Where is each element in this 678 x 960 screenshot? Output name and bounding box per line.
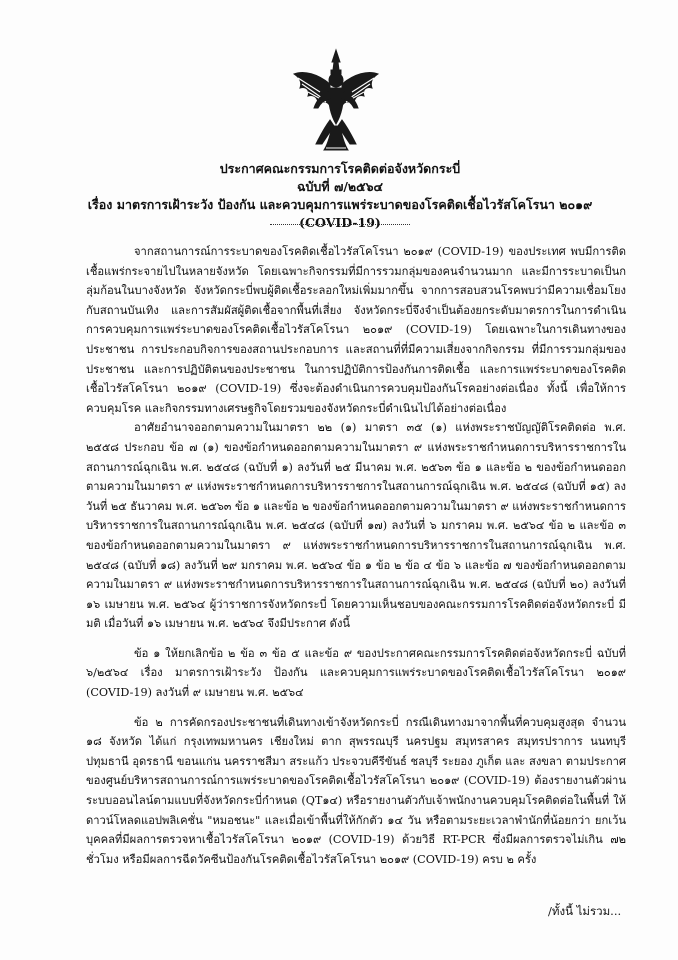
separator-dots	[270, 218, 410, 225]
paragraph-clause-2: ข้อ ๒ การคัดกรองประชาชนที่เดินทางเข้าจังหวัดกระบี่ กรณีเดินทางมาจากพื้นที่ควบคุมสูงสุด จำนวน ๑๘ จังหวัด ได้แก่ กรุงเทพมหานคร เชียงใหม่ ตาก สุพรรณบุรี นครปฐม สมุทรสาคร สมุทรปราการ นนทบุรี ปทุมธานี อุดรธานี ขอนแก่น นครราชสีมา สระแก้ว ประจวบคีรีขันธ์ ชลบุรี ระยอง ภูเก็ต และ สงขลา ตามประกาศของศูนย์บริหารสถานการณ์การแพร่ระบาดของโรคติดเชื้อไวรัสโคโรนา ๒๐๑๙ (COVID-19) ต้องรายงานตัวผ่านระบบออนไลน์ตามแบบที่จังหวัดกระบี่กำหนด (QT๑๔) หรือรายงานตัวกับเจ้าพนักงานควบคุมโรคติดต่อในพื้นที่ ให้ดาวน์โหลดแอปพลิเคชั่น "หมอชนะ" และเมื่อเข้าพื้นที่ให้กักตัว ๑๔ วัน หรือตามระยะเวลาพำนักที่น้อยกว่า ยกเว้นบุคคลที่มีผลการตรวจหาเชื้อไวรัสโคโรนา ๒๐๑๙ (COVID-19) ด้วยวิธี RT-PCR ซึ่งมีผลการตรวจไม่เกิน ๗๒ ชั่วโมง หรือมีผลการฉีดวัคซีนป้องกันโรคติดเชื้อไวรัสโคโรนา ๒๐๑๙ (COVID-19) ครบ ๒ ครั้ง	[86, 715, 626, 866]
announcement-title: ประกาศคณะกรรมการโรคติดต่อจังหวัดกระบี่	[219, 161, 461, 176]
paragraph-clause-1: ข้อ ๑ ให้ยกเลิกข้อ ๒ ข้อ ๓ ข้อ ๕ และข้อ ๙ ของประกาศคณะกรรมการโรคติดต่อจังหวัดกระบี่ ฉบับที่ ๖/๒๕๖๔ เรื่อง มาตรการเฝ้าระวัง ป้องกัน และควบคุมการแพร่ระบาดของโรคติดเชื้อไวรัสโคโรนา ๒๐๑๙ (COVID-19) ลงวันที่ ๙ เมษายน พ.ศ. ๒๕๖๔	[86, 646, 626, 700]
paragraph-background: จากสถานการณ์การระบาดของโรคติดเชื้อไวรัสโคโรนา ๒๐๑๙ (COVID-19) ของประเทศ พบมีการติดเชื้อแพร่กระจายไปในหลายจังหวัด โดยเฉพาะกิจกรรมที่มีการรวมกลุ่มของคนจำนวนมาก และมีการระบาดเป็นกลุ่มก้อนในบางจังหวัด จังหวัดกระบี่พบผู้ติดเชื้อระลอกใหม่เพิ่มมากขึ้น จากการสอบสวนโรคพบว่ามีความเชื่อมโยงกับสถานบันเทิง และการสัมผัสผู้ติดเชื้อจากพื้นที่เสี่ยง จังหวัดกระบี่จึงจำเป็นต้องยกระดับมาตรการในการดำเนินการควบคุมการแพร่ระบาดของโรคติดเชื้อไวรัสโคโรนา ๒๐๑๙ (COVID-19) โดยเฉพาะในการเดินทางของประชาชน การประกอบกิจการของสถานประกอบการ และสถานที่ที่มีความเสี่ยงจากกิจกรรม ที่มีการรวมกลุ่มของประชาชน และการปฏิบัติตนของประชาชน ในการปฏิบัติการป้องกันการติดเชื้อ และการแพร่ระบาดของโรคติดเชื้อไวรัสโคโรนา ๒๐๑๙ (COVID-19) ซึ่งจะต้องดำเนินการควบคุมป้องกันโรคอย่างต่อเนื่อง ทั้งนี้ เพื่อให้การควบคุมโรค และกิจกรรมทางเศรษฐกิจโดยรวมของจังหวัดกระบี่ดำเนินไปได้อย่างต่อเนื่อง	[86, 245, 626, 415]
announcement-subject: เรื่อง มาตรการเฝ้าระวัง ป้องกัน และควบคุมการแพร่ระบาดของโรคติดเชื้อไวรัสโคโรนา ๒๐๑๙ (COVID-19)	[87, 197, 593, 230]
garuda-emblem-icon	[290, 48, 382, 152]
announcement-number: ฉบับที่ ๗/๒๕๖๔	[296, 179, 384, 194]
paragraph-legal-authority: อาศัยอำนาจออกตามความในมาตรา ๒๒ (๑) มาตรา ๓๕ (๑) แห่งพระราชบัญญัติโรคติดต่อ พ.ศ. ๒๕๕๘ ประกอบ ข้อ ๗ (๑) ของข้อกำหนดออกตามความในมาตรา ๙ แห่งพระราชกำหนดการบริหารราชการในสถานการณ์ฉุกเฉิน พ.ศ. ๒๕๔๘ (ฉบับที่ ๑) ลงวันที่ ๒๕ มีนาคม พ.ศ. ๒๕๖๓ ข้อ ๑ และข้อ ๒ ของข้อกำหนดออกตามความในมาตรา ๙ แห่งพระราชกำหนดการบริหารราชการในสถานการณ์ฉุกเฉิน พ.ศ. ๒๕๔๘ (ฉบับที่ ๑๕) ลงวันที่ ๒๕ ธันวาคม พ.ศ. ๒๕๖๓ ข้อ ๑ และข้อ ๒ ของข้อกำหนดออกตามความในมาตรา ๙ แห่งพระราชกำหนดการบริหารราชการในสถานการณ์ฉุกเฉิน พ.ศ. ๒๕๔๘ (ฉบับที่ ๑๗) ลงวันที่ ๖ มกราคม พ.ศ. ๒๕๖๔ ข้อ ๒ และข้อ ๓ ของข้อกำหนดออกตามความในมาตรา ๙ แห่งพระราชกำหนดการบริหารราชการในสถานการณ์ฉุกเฉิน พ.ศ. ๒๕๔๘ (ฉบับที่ ๑๘) ลงวันที่ ๒๙ มกราคม พ.ศ. ๒๕๖๔ ข้อ ๑ ข้อ ๒ ข้อ ๔ ข้อ ๖ และข้อ ๗ ของข้อกำหนดออกตามความในมาตรา ๙ แห่งพระราชกำหนดการบริหารราชการในสถานการณ์ฉุกเฉิน พ.ศ. ๒๕๔๘ (ฉบับที่ ๒๐) ลงวันที่ ๑๖ เมษายน พ.ศ. ๒๕๖๔ ผู้ว่าราชการจังหวัดกระบี่ โดยความเห็นชอบของคณะกรรมการโรคติดต่อจังหวัดกระบี่ มีมติ เมื่อวันที่ ๑๖ เมษายน พ.ศ. ๒๕๖๔ จึงมีประกาศ ดังนี้	[86, 421, 626, 631]
announcement-body	[86, 242, 626, 869]
continuation-note: /ทั้งนี้ ไม่รวม...	[548, 904, 622, 918]
